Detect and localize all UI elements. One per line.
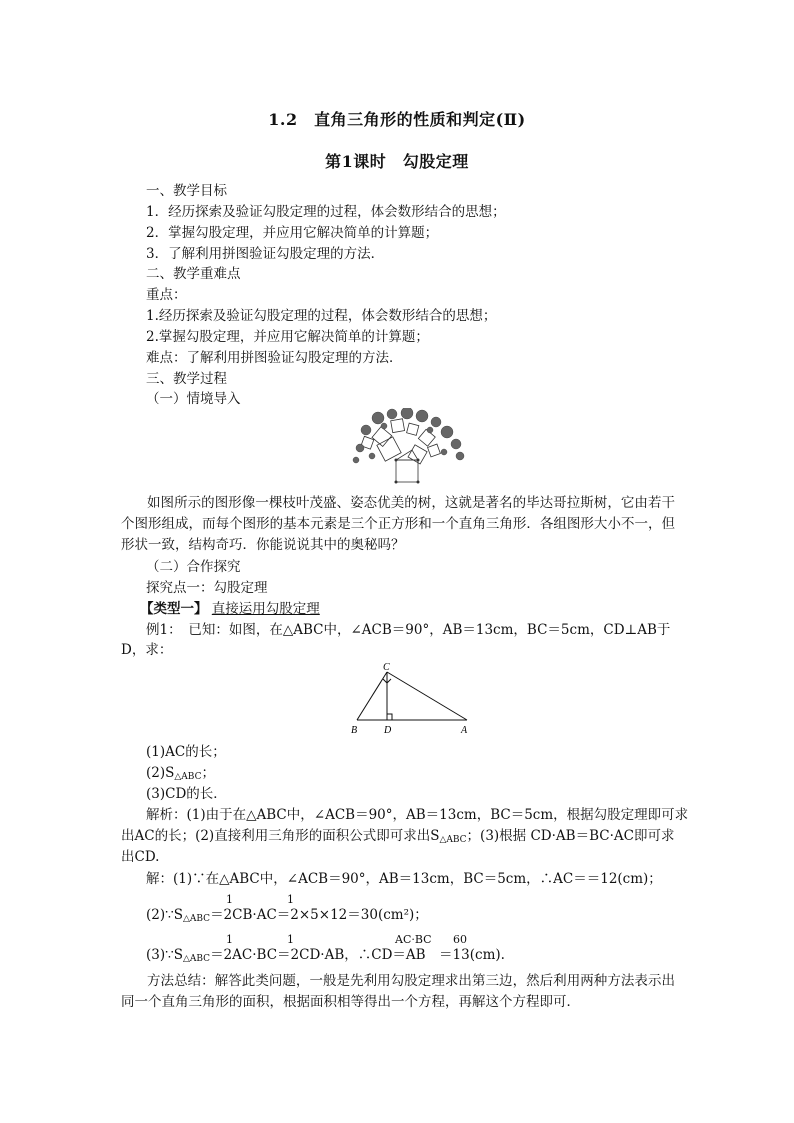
goals-heading: 一、教学目标 xyxy=(146,183,227,199)
label-c: C xyxy=(383,662,390,673)
point-heading: 探究点一：勾股定理 xyxy=(146,580,268,596)
label-d: D xyxy=(384,725,392,736)
difficulty-text: 难点：了解利用拼图验证勾股定理的方法． xyxy=(146,350,403,366)
key-item-1: 1.经历探索及验证勾股定理的过程，体会数形结合的思想； xyxy=(146,308,497,324)
document-page: 1.2 直角三角形的性质和判定(Ⅱ) 第1课时 勾股定理 一、教学目标 1．经历探索及验证勾股定理的过程，体会数形结合的思想； 2．掌握勾股定理，并应用它解决简单的计算题； 3．了解利用拼图验证勾股定理的方法． 二、教学重难点 重点： 1.经历探索及验证勾股定理的过程，体会数形结合的思想； 2.掌握勾股定理，并应用它解决简单的计算题； 难点：了解利用拼图验证勾股定理的方法． 三、教学过程 （一）情境导入 如图所示的图形像一棵枝叶茂盛、姿态优美的树，这就是著名的毕达哥拉斯树，它由若干个图形组成，而每个图形的基本元素是三个正方形和一个直角三角形．各组图形大小不一，但形状一致，结构奇巧．你能说说其中的奥秘吗？ （二）合作探究 探究点一：勾股定理 【类型一】 直接运用勾股定理 例1： 已知：如图，在△ABC中，∠ACB＝90°，AB＝13cm，BC＝5cm，CD⊥AB于 D，求： C B D A (1)AC的长； $(2)S_{\triangle ABC}$； (3)CD的长． 解析：(1)由于在△ABC中，∠ACB＝90°，AB＝13cm，BC＝5cm，根据勾股定理即可求 出AC的长；(2)直接利用三角形的面积公式即可求出$S_{\triangle ABC}$；(3)根据 CD·AB＝BC·AC即可求 出CD. 解：(1)∵在△ABC中，∠ACB＝90°，AB＝13cm，BC＝5cm，∴AC＝＝12(cm)； 1 1 $(2)\because S_{\triangle ABC}=2CB\cdot AC=2\times 5\times 12=30(cm^2)$； 1 1 AC·BC 60 $(3)\because S_{\triangle ABC}=2AC\cdot BC=2CD\cdot AB$，∴CD＝AB ＝13(cm). 方法总结：解答此类问题，一般是先利用勾股定理求出第三边，然后利用两种方法表示出同一个直角三角形的面积，根据面积相等得出一个方程，再解这个方程即可． xyxy=(0,0,794,1123)
goal-item-3: 3．了解利用拼图验证勾股定理的方法． xyxy=(146,246,385,262)
question-3: (3)CD的长． xyxy=(146,786,227,802)
keypoints-heading: 二、教学重难点 xyxy=(146,266,241,282)
key-item-2: 2.掌握勾股定理，并应用它解决简单的计算题； xyxy=(146,329,429,345)
side-ca xyxy=(387,672,467,720)
solution-1: 解：(1)∵在△ABC中，∠ACB＝90°，AB＝13cm，BC＝5cm，∴AC＝＝12(cm)； xyxy=(146,871,662,887)
right-angle-d xyxy=(387,714,392,720)
intro-heading: （一）情境导入 xyxy=(146,391,241,407)
type-title: 直接运用勾股定理 xyxy=(211,601,320,617)
coop-heading: （二）合作探究 xyxy=(146,559,241,575)
pythagoras-tree-image xyxy=(352,408,468,490)
goal-item-2: 2．掌握勾股定理，并应用它解决简单的计算题； xyxy=(146,225,439,241)
triangle-figure xyxy=(345,660,475,738)
type-label: 【类型一】 xyxy=(140,601,208,617)
intro-paragraph: 如图所示的图形像一棵枝叶茂盛、姿态优美的树，这就是著名的毕达哥拉斯树，它由若干个图形组成，而每个图形的基本元素是三个正方形和一个直角三角形．各组图形大小不一，但形状一致，结构奇巧．你能说说其中的奥秘吗？ xyxy=(121,495,675,553)
analysis-line-1: 解析：(1)由于在△ABC中，∠ACB＝90°，AB＝13cm，BC＝5cm，根据勾股定理即可求 xyxy=(146,807,689,823)
analysis-line-3: 出CD. xyxy=(121,849,160,865)
solution-2: $(2)\because S_{\triangle ABC}=2CB\cdot AC=2\times 5\times 12=30(cm^2)$； xyxy=(146,907,428,924)
example-line-2: D，求： xyxy=(121,642,173,658)
section-title: 1.2 直角三角形的性质和判定(Ⅱ) xyxy=(268,110,526,129)
example-line-1: 例1： 已知：如图，在△ABC中，∠ACB＝90°，AB＝13cm，BC＝5cm，CD⊥AB于 xyxy=(146,622,671,638)
tree-trunk-square xyxy=(396,460,418,482)
label-a: A xyxy=(461,725,468,736)
label-b: B xyxy=(351,725,358,736)
question-2: $(2)S_{\triangle ABC}$； xyxy=(146,765,215,782)
process-heading: 三、教学过程 xyxy=(146,371,227,387)
question-1: (1)AC的长； xyxy=(146,744,226,760)
analysis-line-2: 出AC的长；(2)直接利用三角形的面积公式即可求出$S_{\triangle ABC}$；(3)根据 CD·AB＝BC·AC即可求 xyxy=(121,828,675,845)
method-summary: 方法总结：解答此类问题，一般是先利用勾股定理求出第三边，然后利用两种方法表示出同一个直角三角形的面积，根据面积相等得出一个方程，再解这个方程即可． xyxy=(121,973,675,1010)
tree-base-triangle xyxy=(396,450,418,460)
side-bc xyxy=(357,672,387,720)
type-heading xyxy=(140,599,320,619)
solution-3: $(3)\because S_{\triangle ABC}=2AC\cdot BC=2CD\cdot AB$，∴CD＝AB ＝13(cm). xyxy=(146,947,505,964)
lesson-title: 第1课时 勾股定理 xyxy=(325,152,469,171)
key-label: 重点： xyxy=(146,287,187,303)
goal-item-1: 1．经历探索及验证勾股定理的过程，体会数形结合的思想； xyxy=(146,204,506,220)
